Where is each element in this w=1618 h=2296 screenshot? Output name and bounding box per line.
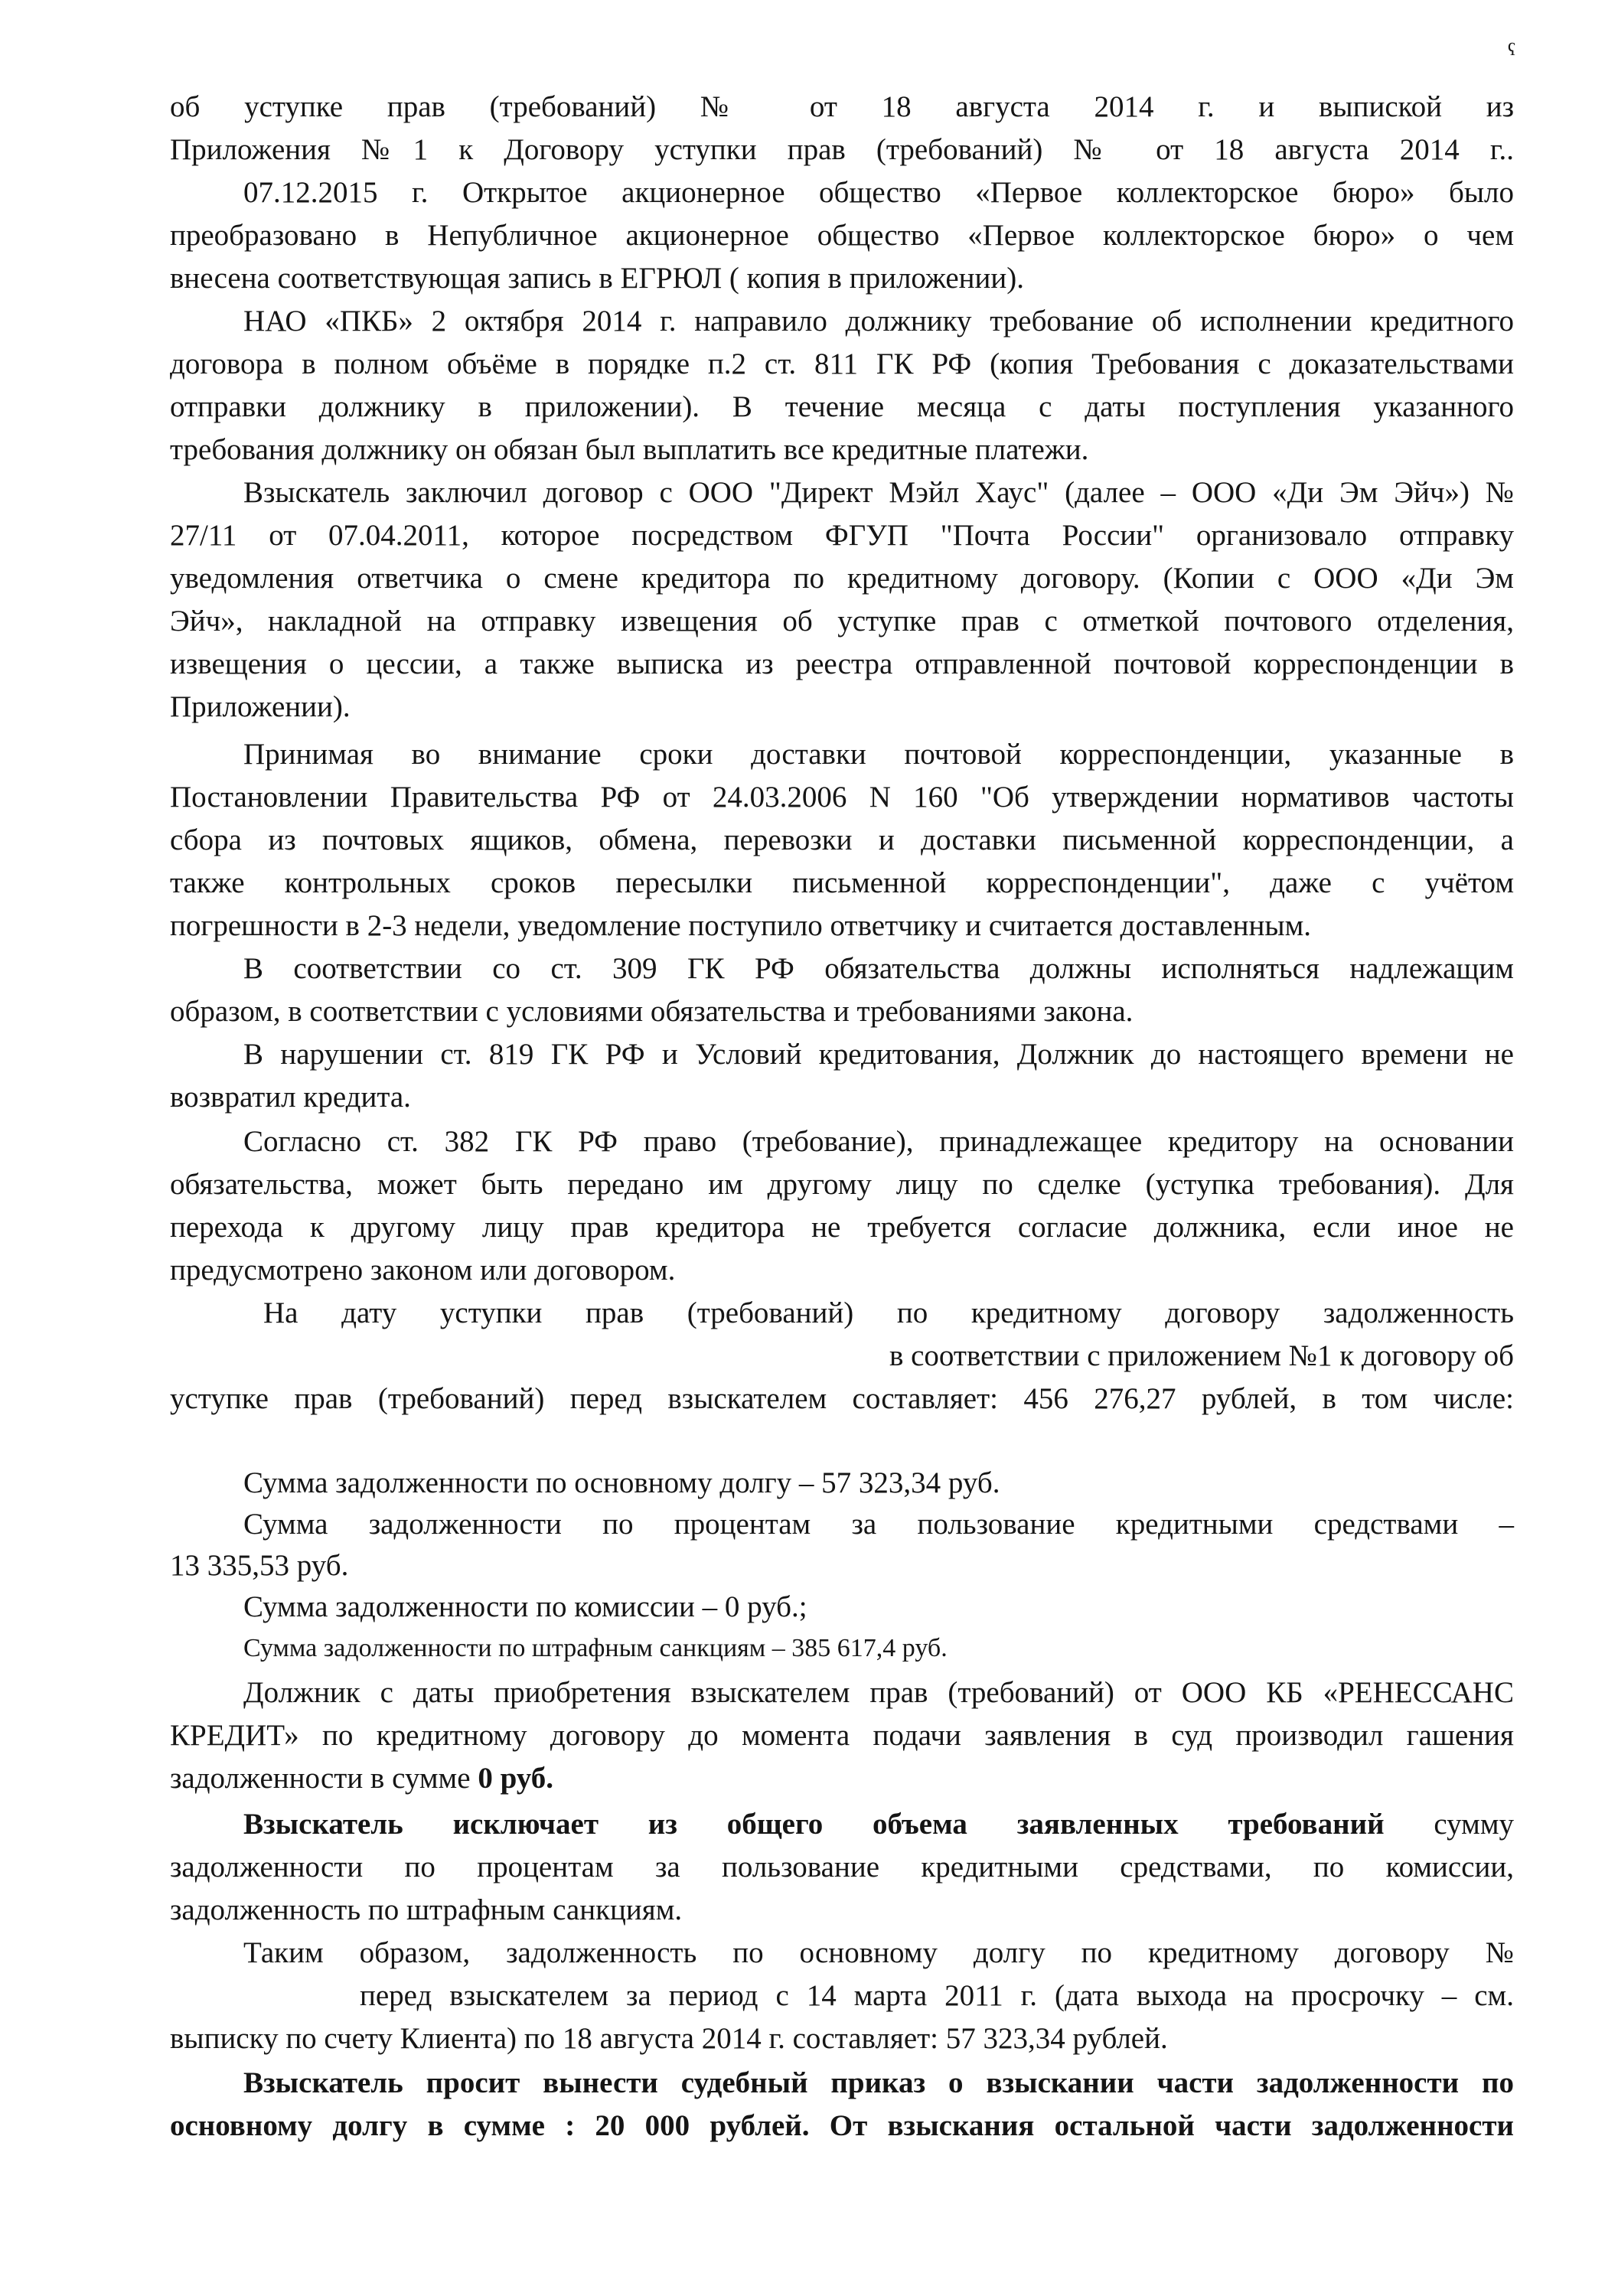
text-line: Таким образом, задолженность по основному долгу по кредитному договору № xyxy=(243,1936,1514,1969)
text-line: 07.12.2015 г. Открытое акционерное общество «Первое коллекторское бюро» было xyxy=(243,176,1514,209)
text-line-part: сумму xyxy=(1434,1808,1515,1841)
text-line: образом, в соответствии с условиями обязательства и требованиями закона. xyxy=(170,995,1134,1028)
text-line: требования должнику он обязан был выплатить все кредитные платежи. xyxy=(170,433,1089,466)
text-line: в соответствии с приложением №1 к договору об xyxy=(889,1339,1514,1372)
text-line xyxy=(243,1805,1514,1844)
text-line xyxy=(170,1759,1514,1799)
text-line: Сумма задолженности по процентам за пользование кредитными средствами – xyxy=(243,1508,1514,1541)
text-line: задолженности по процентам за пользование кредитными средствами, по комиссии, xyxy=(170,1851,1514,1883)
corner-mark: ҁ xyxy=(1508,36,1516,56)
text-line: Сумма задолженности по комиссии – 0 руб.; xyxy=(243,1590,807,1623)
text-line: погрешности в 2-3 недели, уведомление поступило ответчику и считается доставленным. xyxy=(170,909,1312,942)
text-line-part: задолженности в сумме xyxy=(170,1762,478,1795)
text-line: Эйч», накладной на отправку извещения об уступке прав с отметкой почтового отделения, xyxy=(170,605,1514,638)
text-line: 27/11 от 07.04.2011, которое посредством ФГУП "Почта России" организовало отправку xyxy=(170,519,1514,552)
text-line: об уступке прав (требований) № от 18 августа 2014 г. и выпиской из xyxy=(170,90,1514,123)
text-line: задолженность по штрафным санкциям. xyxy=(170,1893,683,1926)
text-line: На дату уступки прав (требований) по кредитному договору задолженность xyxy=(263,1296,1514,1329)
bold-statement: Взыскатель исключает из общего объема заявленных требований xyxy=(243,1808,1385,1841)
text-line: Постановлении Правительства РФ от 24.03.2006 N 160 "Об утверждении нормативов частоты xyxy=(170,781,1514,814)
text-line: Сумма задолженности по штрафным санкциям – 385 617,4 руб. xyxy=(243,1634,948,1662)
text-line: преобразовано в Непубличное акционерное общество «Первое коллекторское бюро» о чем xyxy=(170,219,1514,252)
text-line: КРЕДИТ» по кредитному договору до момента подачи заявления в суд производил гашения xyxy=(170,1719,1514,1752)
text-line: Взыскатель заключил договор с ООО "Директ Мэйл Хаус" (далее – ООО «Ди Эм Эйч») № xyxy=(243,476,1514,509)
bold-request-line: Взыскатель просит вынести судебный приказ о взыскании части задолженности по xyxy=(243,2066,1514,2099)
text-line: выписку по счету Клиента) по 18 августа 2014 г. составляет: 57 323,34 рублей. xyxy=(170,2022,1168,2055)
text-line: Принимая во внимание сроки доставки почтовой корреспонденции, указанные в xyxy=(243,738,1514,771)
text-line: также контрольных сроков пересылки письменной корреспонденции", даже с учётом xyxy=(170,866,1514,899)
text-line: предусмотрено законом или договором. xyxy=(170,1254,676,1287)
text-line: 13 335,53 руб. xyxy=(170,1549,349,1582)
text-line: внесена соответствующая запись в ЕГРЮЛ ( копия в приложении). xyxy=(170,262,1025,295)
text-line: перехода к другому лицу прав кредитора не требуется согласие должника, если иное не xyxy=(170,1211,1514,1244)
total-paid-amount: 0 руб. xyxy=(478,1762,553,1795)
text-line: Должник с даты приобретения взыскателем прав (требований) от ООО КБ «РЕНЕССАНС xyxy=(243,1676,1514,1709)
text-line: возвратил кредита. xyxy=(170,1081,411,1114)
text-line: отправки должнику в приложении). В течение месяца с даты поступления указанного xyxy=(170,390,1514,423)
text-line: В нарушении ст. 819 ГК РФ и Условий кредитования, Должник до настоящего времени не xyxy=(243,1038,1514,1071)
text-line: Сумма задолженности по основному долгу – 57 323,34 руб. xyxy=(243,1466,1000,1499)
text-line: обязательства, может быть передано им другому лицу по сделке (уступка требования). Для xyxy=(170,1168,1514,1201)
text-line: Приложении). xyxy=(170,690,351,723)
text-line: уступке прав (требований) перед взыскателем составляет: 456 276,27 рублей, в том числе: xyxy=(170,1382,1514,1415)
text-line: перед взыскателем за период с 14 марта 2011 г. (дата выхода на просрочку – см. xyxy=(360,1979,1514,2012)
text-line: НАО «ПКБ» 2 октября 2014 г. направило должнику требование об исполнении кредитного xyxy=(243,305,1514,338)
text-line: Приложения №1 к Договору уступки прав (требований) № от 18 августа 2014 г.. xyxy=(170,133,1514,166)
text-line: договора в полном объёме в порядке п.2 ст. 811 ГК РФ (копия Требования с доказательствами xyxy=(170,347,1514,380)
text-line: сбора из почтовых ящиков, обмена, перевозки и доставки письменной корреспонденции, а xyxy=(170,823,1514,856)
text-line: В соответствии со ст. 309 ГК РФ обязательства должны исполняться надлежащим xyxy=(243,952,1514,985)
bold-request-line: основному долгу в сумме : 20 000 рублей. От взыскания остальной части задолженности xyxy=(170,2109,1514,2142)
text-line: извещения о цессии, а также выписка из реестра отправленной почтовой корреспонденции в xyxy=(170,647,1514,680)
text-line: уведомления ответчика о смене кредитора по кредитному договору. (Копии с ООО «Ди Эм xyxy=(170,562,1514,595)
text-line: Согласно ст. 382 ГК РФ право (требование), принадлежащее кредитору на основании xyxy=(243,1125,1514,1158)
